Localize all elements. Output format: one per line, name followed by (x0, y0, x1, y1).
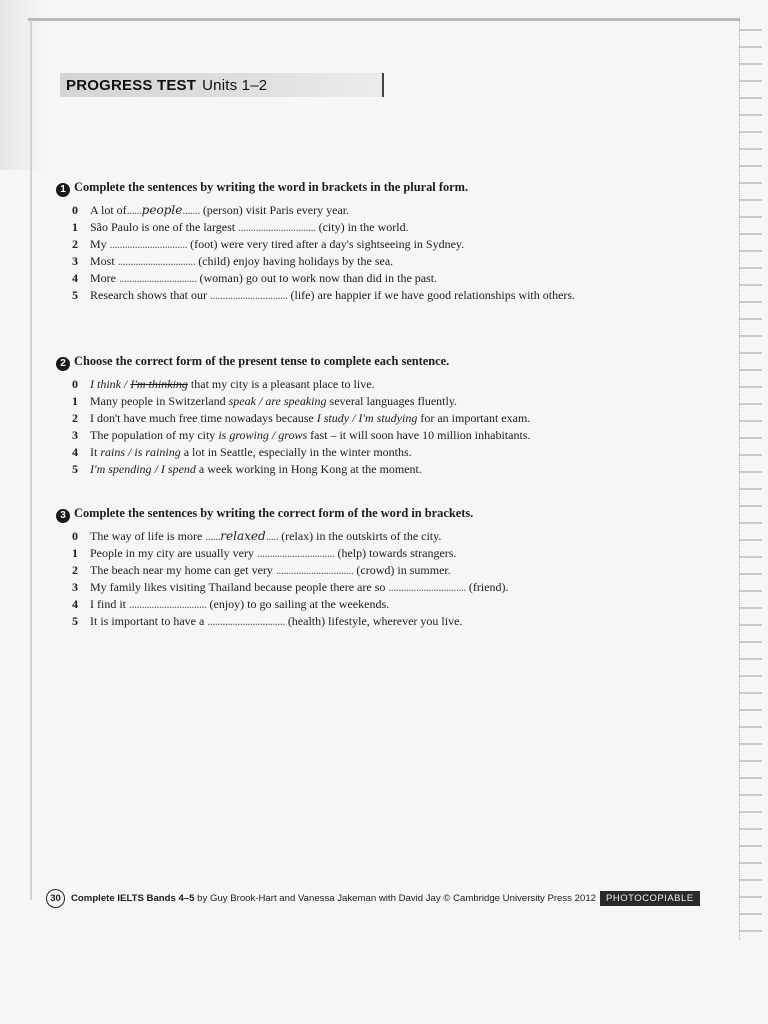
page-top-edge (28, 18, 740, 21)
exercise-2-instruction: 2 Choose the correct form of the present tense to complete each sentence. (56, 353, 716, 371)
list-item: 1 São Paulo is one of the largest ............................... (city) in the world. (72, 220, 409, 234)
list-item: 0 I think / I'm thinking that my city is a pleasant place to live. (72, 377, 375, 391)
scan-shadow (0, 0, 45, 170)
exercise-number-badge: 2 (56, 357, 70, 371)
option-a[interactable]: speak (228, 394, 256, 408)
list-item: 4 I find it ............................... (enjoy) to go sailing at the weekends. (72, 597, 390, 611)
list-item: 1 Many people in Switzerland speak / are speaking several languages fluently. (72, 394, 458, 408)
page-number: 30 (46, 889, 65, 908)
option-a[interactable]: rains (100, 445, 126, 459)
exercise-number-badge: 3 (56, 509, 70, 523)
exercise-1 (56, 179, 716, 304)
list-item: 5 Research shows that our ............................... (life) are happier if we have good relationships with others. (72, 288, 576, 302)
option-a[interactable]: is growing (218, 428, 269, 442)
option-b-crossed[interactable]: I'm thinking (130, 377, 188, 391)
answer-blank[interactable]: ............................... (209, 288, 288, 302)
photocopiable-badge: PHOTOCOPIABLE (600, 891, 700, 906)
list-item: 0 A lot of......people....... (person) visit Paris every year. (72, 203, 350, 217)
list-item: 1 People in my city are usually very ............................... (help) towards strangers. (72, 546, 457, 560)
list-item: 3 The population of my city is growing / grows fast – it will soon have 10 million inhabitants. (72, 428, 531, 442)
title-text: PROGRESS TEST (66, 77, 197, 94)
answer-blank[interactable]: ............................... (256, 546, 335, 560)
title-units: Units 1–2 (202, 77, 268, 94)
exercise-1-instruction: 1 Complete the sentences by writing the word in brackets in the plural form. (56, 179, 716, 197)
answer-blank[interactable]: ............................... (117, 254, 196, 268)
option-b[interactable]: grows (278, 428, 308, 442)
answer-blank[interactable]: ............................... (109, 237, 188, 251)
handwritten-answer: relaxed (220, 529, 266, 543)
copyright-credit: by Guy Brook-Hart and Vanessa Jakeman with David Jay © Cambridge University Press 2012 (194, 893, 596, 904)
option-b[interactable]: I spend (160, 462, 196, 476)
page-title (66, 77, 267, 94)
list-item: 3 Most ............................... (child) enjoy having holidays by the sea. (72, 254, 394, 268)
list-item: 2 I don't have much free time nowadays because I study / I'm studying for an important exam. (72, 411, 531, 425)
handwritten-answer: people (141, 203, 183, 217)
answer-blank[interactable]: ............................... (129, 597, 207, 611)
list-item: 4 It rains / is raining a lot in Seattle, especially in the winter months. (72, 445, 412, 459)
answer-blank[interactable]: ............................... (388, 580, 466, 594)
option-b[interactable]: are speaking (265, 394, 327, 408)
page-footer (46, 889, 722, 909)
exercise-3-instruction: 3 Complete the sentences by writing the correct form of the word in brackets. (56, 505, 716, 523)
exercise-number-badge: 1 (56, 183, 70, 197)
option-b[interactable]: I'm studying (358, 411, 418, 425)
exercise-2 (56, 353, 716, 478)
option-a[interactable]: I think (90, 377, 121, 391)
option-b[interactable]: is raining (134, 445, 181, 459)
option-a[interactable]: I'm spending (90, 462, 152, 476)
page-left-edge (30, 20, 32, 900)
list-item: 4 More ............................... (woman) go out to work now than did in the past. (72, 271, 438, 285)
answer-blank[interactable]: ............................... (275, 563, 354, 577)
answer-blank[interactable]: ............................... (119, 271, 197, 285)
list-item: 2 The beach near my home can get very ............................... (crowd) in summer. (72, 563, 451, 577)
list-item: 5 It is important to have a ............................... (health) lifestyle, wherever you live. (72, 614, 463, 628)
exercise-3 (56, 505, 716, 630)
option-a[interactable]: I study (316, 411, 350, 425)
answer-blank[interactable]: ............................... (238, 220, 316, 234)
list-item: 5 I'm spending / I spend a week working in Hong Kong at the moment. (72, 462, 422, 476)
book-title: Complete IELTS Bands 4–5 (71, 893, 195, 904)
list-item: 0 The way of life is more ......relaxed..... (relax) in the outskirts of the city. (72, 529, 442, 543)
answer-blank[interactable]: ............................... (207, 614, 285, 628)
spiral-binding (739, 20, 762, 940)
list-item: 3 My family likes visiting Thailand because people there are so ............................... (friend). (72, 580, 509, 594)
list-item: 2 My ............................... (foot) were very tired after a day's sightseeing in Sydney. (72, 237, 465, 251)
